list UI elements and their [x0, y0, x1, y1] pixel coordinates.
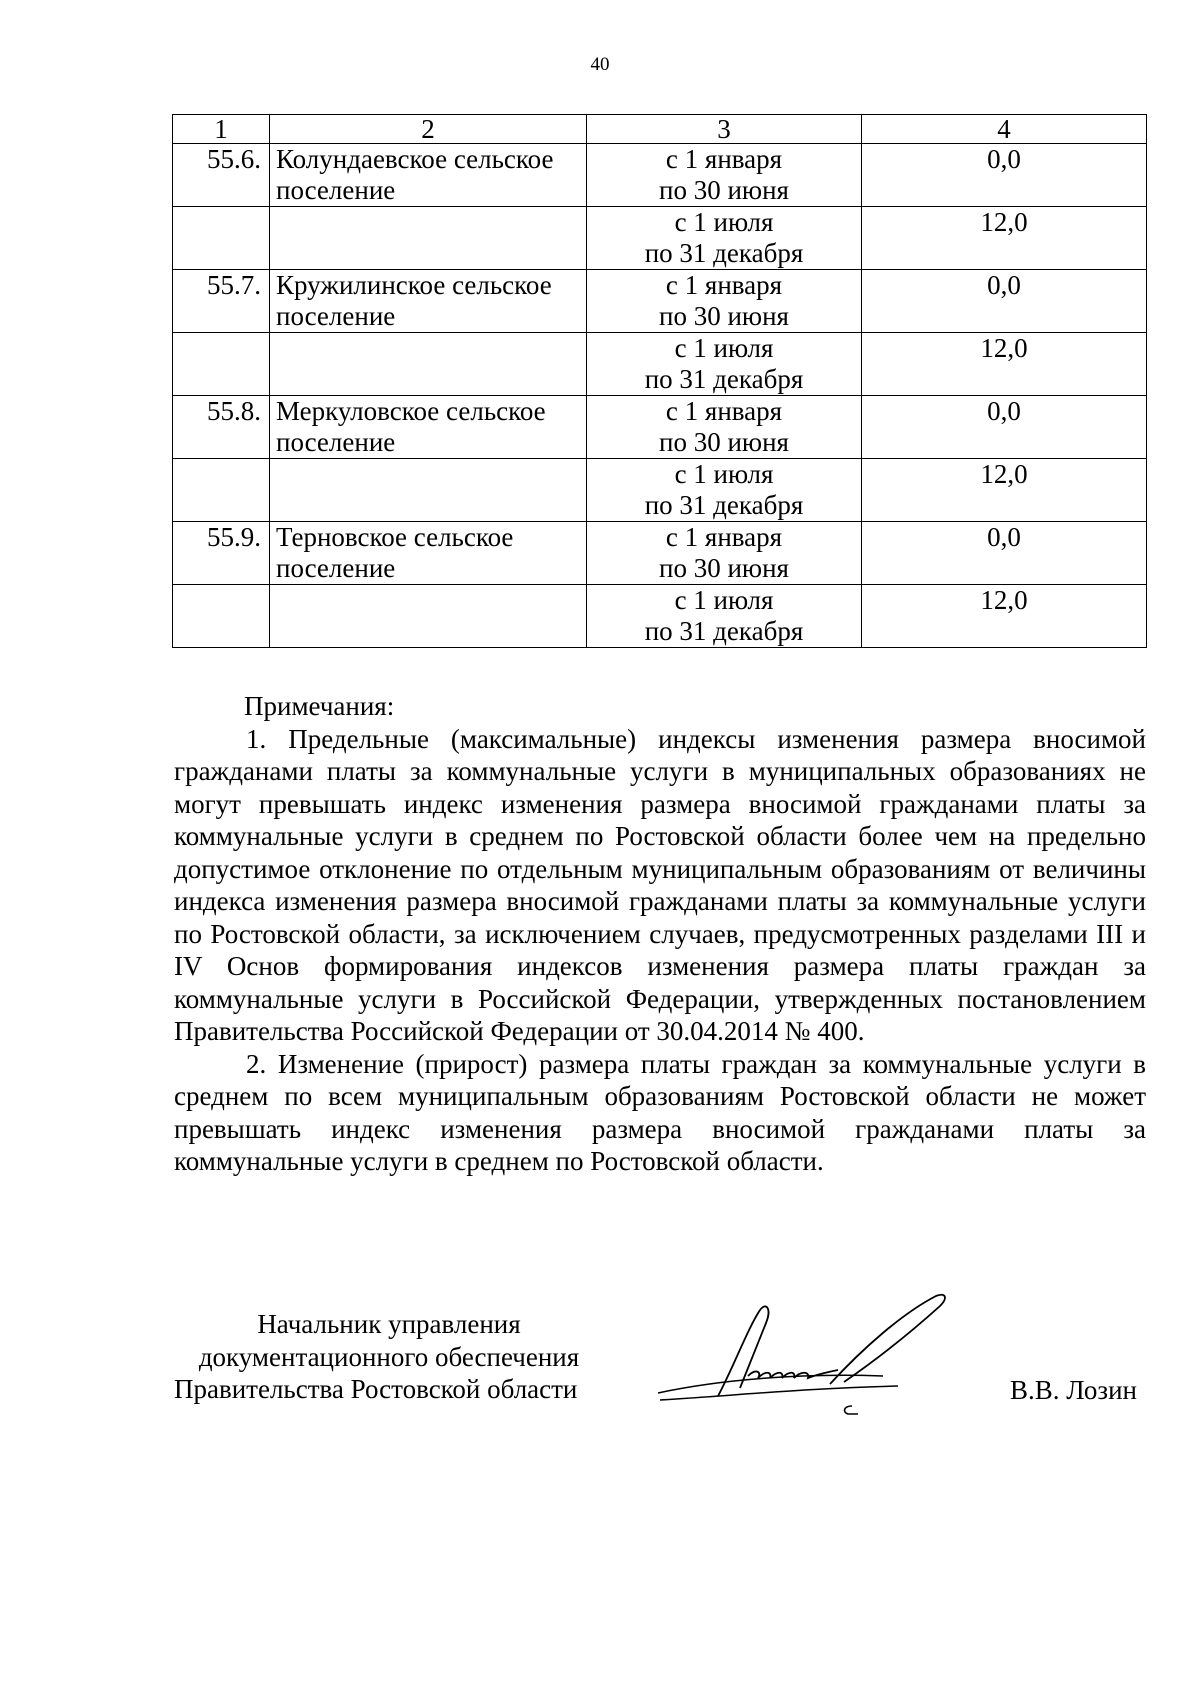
table-row: [173, 270, 1147, 333]
page-number: 40: [590, 54, 610, 75]
row-number-cell: [173, 459, 270, 522]
header-cell: 2: [270, 115, 587, 144]
index-value-cell: 12,0: [862, 333, 1147, 396]
signatory-title-line: Правительства Ростовской области: [174, 1374, 578, 1404]
period-line: по 30 июня: [659, 553, 789, 583]
note-item-1: 1. Предельные (максимальные) индексы изменения размера вносимой гражданами платы за коммунальные услуги в муниципальных образованиях не могут превышать индекс изменения размера вносимой гражданами платы за коммунальные услуги в среднем по Ростовской области более чем на предельно допустимое отклонение по отдельным муниципальным образованиям от величины индекса изменения размера вносимой гражданами платы за коммунальные услуги по Ростовской области, за исключением случаев, предусмотренных разделами III и IV Основ формирования индексов изменения размера платы граждан за коммунальные услуги в Российской Федерации, утвержденных постановлением Правительства Российской Федерации от 30.04.2014 № 400.: [174, 723, 1146, 1046]
notes-section: [174, 690, 1146, 1178]
tariff-table: [172, 114, 1147, 648]
settlement-name-cell: Меркуловское сельское поселение: [270, 396, 587, 459]
table-row: [173, 396, 1147, 459]
period-line: с 1 января: [665, 396, 783, 426]
period-line: по 30 июня: [659, 301, 789, 331]
signatory-title-line: Начальник управления: [257, 1309, 521, 1339]
table-body: [173, 144, 1147, 648]
period-line: с 1 января: [665, 270, 783, 300]
period-cell: [587, 207, 862, 270]
table-row: [173, 585, 1147, 648]
header-cell: 4: [862, 115, 1147, 144]
table-header-row: [173, 115, 1147, 144]
header-cell: 3: [587, 115, 862, 144]
period-cell: [587, 396, 862, 459]
notes-heading: Примечания:: [244, 691, 395, 721]
period-cell: [587, 333, 862, 396]
settlement-name-cell: [270, 585, 587, 648]
table-row: [173, 459, 1147, 522]
settlement-name-cell: Колундаевское сельское поселение: [270, 144, 587, 207]
settlement-name-cell: [270, 333, 587, 396]
settlement-name-cell: Кружилинское сельское поселение: [270, 270, 587, 333]
period-cell: [587, 270, 862, 333]
period-line: с 1 января: [665, 522, 783, 552]
index-value-cell: 12,0: [862, 459, 1147, 522]
table-row: [173, 144, 1147, 207]
table-row: [173, 333, 1147, 396]
period-cell: [587, 459, 862, 522]
period-line: по 31 декабря: [644, 490, 804, 520]
row-number-cell: [173, 207, 270, 270]
period-cell: [587, 585, 862, 648]
row-number-cell: [173, 333, 270, 396]
index-value-cell: 0,0: [862, 270, 1147, 333]
row-number-cell: 55.8.: [173, 396, 270, 459]
table-row: [173, 207, 1147, 270]
period-line: с 1 января: [665, 144, 783, 174]
index-value-cell: 0,0: [862, 144, 1147, 207]
index-value-cell: 12,0: [862, 585, 1147, 648]
period-line: с 1 июля: [674, 459, 774, 489]
table-row: [173, 522, 1147, 585]
header-cell: 1: [173, 115, 270, 144]
settlement-name-cell: Терновское сельское поселение: [270, 522, 587, 585]
period-line: с 1 июля: [674, 585, 774, 615]
index-value-cell: 12,0: [862, 207, 1147, 270]
handwritten-signature: [648, 1288, 988, 1438]
period-line: по 31 декабря: [644, 238, 804, 268]
row-number-cell: 55.9.: [173, 522, 270, 585]
period-line: с 1 июля: [674, 333, 774, 363]
settlement-name-cell: [270, 207, 587, 270]
period-line: с 1 июля: [674, 207, 774, 237]
signatory-title: [174, 1308, 604, 1406]
index-value-cell: 0,0: [862, 522, 1147, 585]
note-item-2: 2. Изменение (прирост) размера платы граждан за коммунальные услуги в среднем по всем муниципальным образованиям Ростовской области не может превышать индекс изменения размера вносимой гражданами платы за коммунальные услуги в среднем по Ростовской области.: [174, 1048, 1146, 1176]
row-number-cell: 55.6.: [173, 144, 270, 207]
period-line: по 30 июня: [659, 175, 789, 205]
signature-block: [0, 1308, 1200, 1438]
period-line: по 31 декабря: [644, 616, 804, 646]
period-line: по 30 июня: [659, 427, 789, 457]
signatory-name: В.В. Лозин: [1010, 1375, 1137, 1405]
row-number-cell: 55.7.: [173, 270, 270, 333]
index-value-cell: 0,0: [862, 396, 1147, 459]
settlement-name-cell: [270, 459, 587, 522]
signatory-title-line: документационного обеспечения: [198, 1341, 580, 1372]
period-line: по 31 декабря: [644, 364, 804, 394]
period-cell: [587, 144, 862, 207]
period-cell: [587, 522, 862, 585]
row-number-cell: [173, 585, 270, 648]
